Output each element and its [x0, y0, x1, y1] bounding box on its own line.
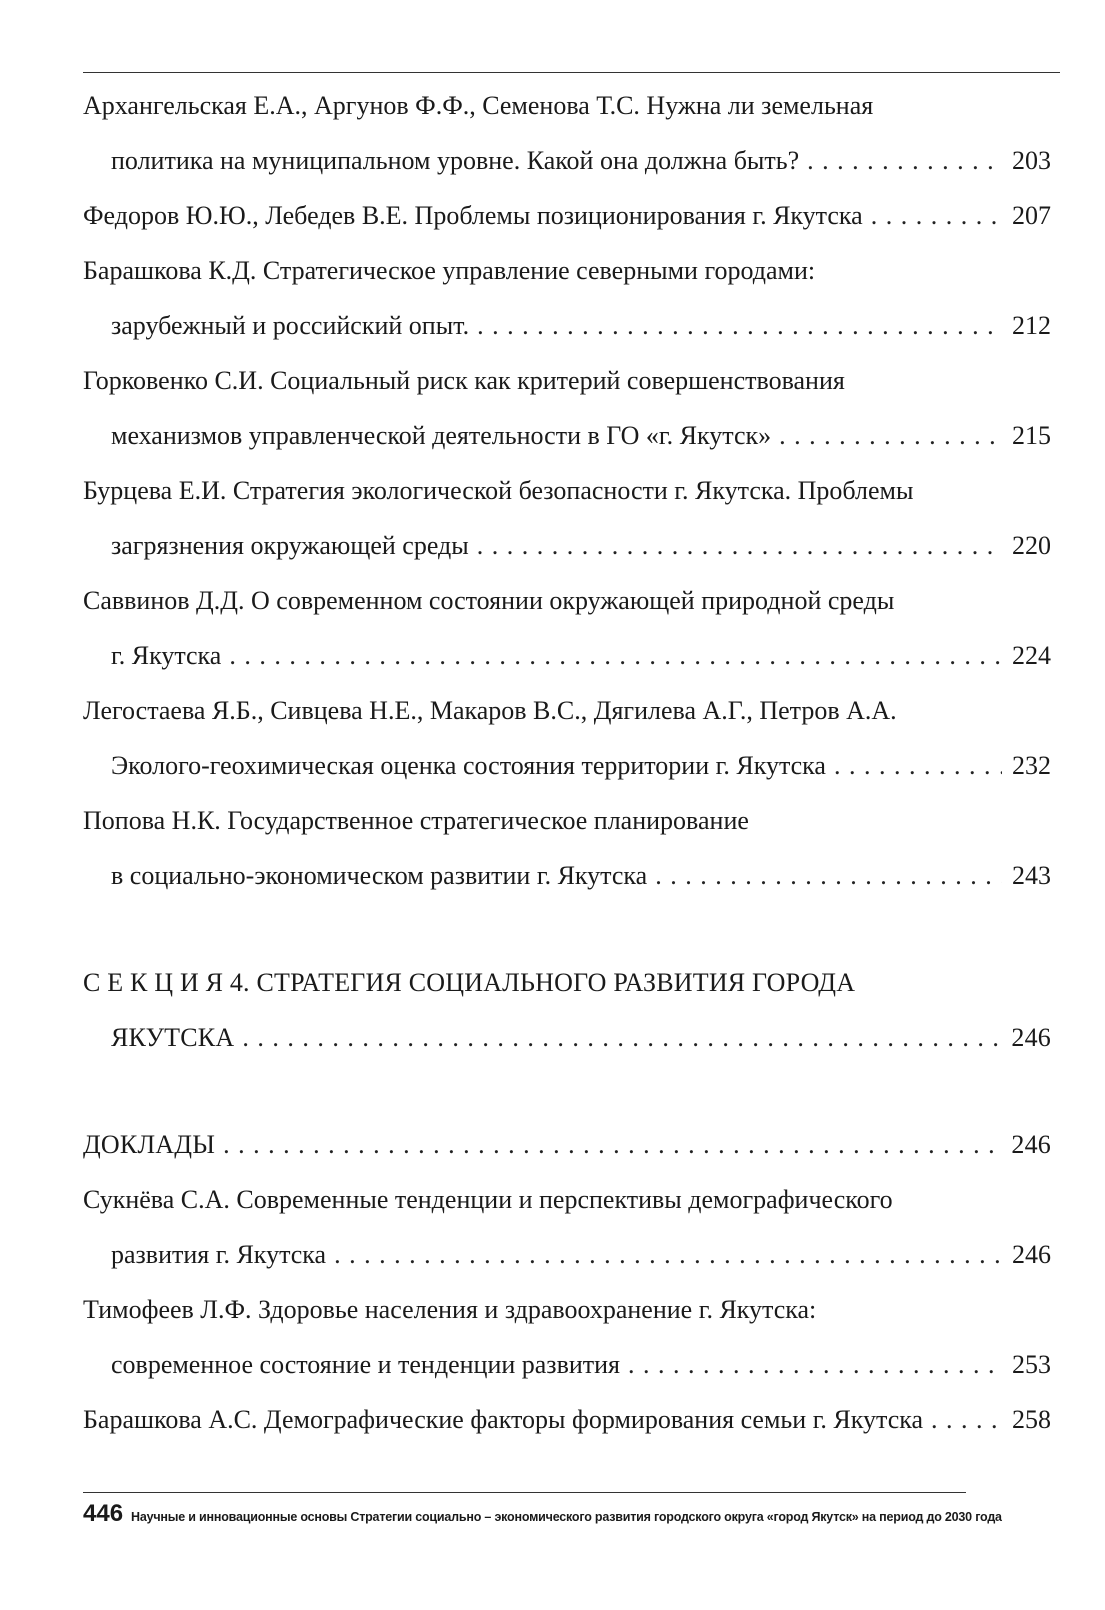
toc-page-number: 220	[1012, 531, 1051, 560]
toc-entry-line	[83, 628, 1051, 683]
toc-entry-line	[83, 1282, 1051, 1337]
page-footer	[83, 1500, 1003, 1530]
toc-entry-title: Барашкова К.Д. Стратегическое управление северными городами:	[83, 256, 816, 285]
toc-page-number: 246	[1011, 1023, 1051, 1052]
toc-entry-line	[83, 298, 1051, 353]
toc-page-number: 246	[1011, 1130, 1051, 1159]
toc-entry-title: Барашкова А.С. Демографические факторы формирования семьи г. Якутска	[83, 1405, 924, 1434]
toc-entry-line	[83, 738, 1051, 793]
toc-entry-title: в социально-экономическом развитии г. Якутска	[111, 861, 648, 890]
footer-page-number: 446	[83, 1500, 124, 1527]
toc-entry-title: Сукнёва С.А. Современные тенденции и перспективы демографического	[83, 1185, 893, 1214]
toc-entry-title: Бурцева Е.И. Стратегия экологической безопасности г. Якутска. Проблемы	[83, 476, 914, 505]
toc-entry-line	[83, 518, 1051, 573]
toc-entry-title: развития г. Якутска	[111, 1240, 327, 1269]
toc-entry-title: Эколого-геохимическая оценка состояния территории г. Якутска	[111, 751, 826, 780]
toc-page-number: 232	[1012, 751, 1051, 780]
leader-dots	[863, 188, 1002, 243]
toc-entry-title: Горковенко С.И. Социальный риск как критерий совершенствования	[83, 366, 845, 395]
toc-entry-title: г. Якутска	[111, 641, 222, 670]
toc-entry-title: механизмов управленческой деятельности в ГО «г. Якутск»	[111, 421, 772, 450]
footer-running-title: Научные и инновационные основы Стратегии социально – экономического развития городского округа «город Якутск» на период до 2030 года	[131, 1510, 1002, 1524]
leader-dots	[234, 1010, 1001, 1065]
toc-page-number: 243	[1012, 861, 1051, 890]
leader-dots	[221, 628, 1002, 683]
leader-dots	[647, 848, 1002, 903]
toc-page-number: 215	[1012, 421, 1051, 450]
toc-entry-line	[83, 573, 1051, 628]
toc-entry-title: Саввинов Д.Д. О современном состоянии окружающей природной среды	[83, 586, 895, 615]
toc-entry-title: Тимофеев Л.Ф. Здоровье населения и здравоохранение г. Якутска:	[83, 1295, 817, 1324]
leader-dots	[469, 518, 1002, 573]
toc-page-number: 212	[1012, 311, 1051, 340]
toc-entry-line	[83, 243, 1051, 298]
reports-heading	[83, 1117, 1051, 1172]
toc-entry-line	[83, 848, 1051, 903]
spacer	[83, 1065, 1051, 1117]
toc-entry-line	[83, 353, 1051, 408]
toc-entry-line	[83, 1172, 1051, 1227]
table-of-contents	[83, 78, 1051, 1447]
toc-entry-line	[83, 78, 1051, 133]
spacer	[83, 903, 1051, 955]
leader-dots	[620, 1337, 1002, 1392]
section-title: С Е К Ц И Я 4. СТРАТЕГИЯ СОЦИАЛЬНОГО РАЗВИТИЯ ГОРОДА	[83, 968, 856, 997]
leader-dots	[469, 298, 1002, 353]
leader-dots	[826, 738, 1002, 793]
toc-entry-title: зарубежный и российский опыт.	[111, 311, 470, 340]
toc-entry-title: Легостаева Я.Б., Сивцева Н.Е., Макаров В.С., Дягилева А.Г., Петров А.А.	[83, 696, 897, 725]
toc-entry-title: политика на муниципальном уровне. Какой она должна быть?	[111, 146, 800, 175]
footer-rule	[83, 1492, 966, 1493]
toc-page-number: 224	[1012, 641, 1051, 670]
toc-entry-line	[83, 793, 1051, 848]
leader-dots	[215, 1117, 1001, 1172]
toc-entry-title: загрязнения окружающей среды	[111, 531, 469, 560]
leader-dots	[771, 408, 1002, 463]
leader-dots	[326, 1227, 1002, 1282]
toc-page-number: 203	[1012, 146, 1051, 175]
toc-page-number: 246	[1012, 1240, 1051, 1269]
toc-entry-line	[83, 1337, 1051, 1392]
toc-entry-title: Архангельская Е.А., Аргунов Ф.Ф., Семенова Т.С. Нужна ли земельная	[83, 91, 874, 120]
toc-page-number: 253	[1012, 1350, 1051, 1379]
section-heading	[83, 1010, 1051, 1065]
toc-entry-line	[83, 408, 1051, 463]
toc-entry-line	[83, 463, 1051, 518]
toc-entry-line	[83, 188, 1051, 243]
leader-dots	[923, 1392, 1002, 1447]
section-heading	[83, 955, 1051, 1010]
toc-entry-line	[83, 1227, 1051, 1282]
toc-entry-title: Попова Н.К. Государственное стратегическое планирование	[83, 806, 749, 835]
toc-entry-title: современное состояние и тенденции развития	[111, 1350, 621, 1379]
top-rule	[83, 72, 1060, 73]
leader-dots	[799, 133, 1002, 188]
toc-entry-title: Федоров Ю.Ю., Лебедев В.Е. Проблемы позиционирования г. Якутска	[83, 201, 863, 230]
toc-entry-line	[83, 133, 1051, 188]
toc-page-number: 207	[1012, 201, 1051, 230]
reports-title: ДОКЛАДЫ	[83, 1130, 216, 1159]
section-title: ЯКУТСКА	[111, 1023, 235, 1052]
toc-entry-line	[83, 683, 1051, 738]
toc-page-number: 258	[1012, 1405, 1051, 1434]
toc-entry-line	[83, 1392, 1051, 1447]
